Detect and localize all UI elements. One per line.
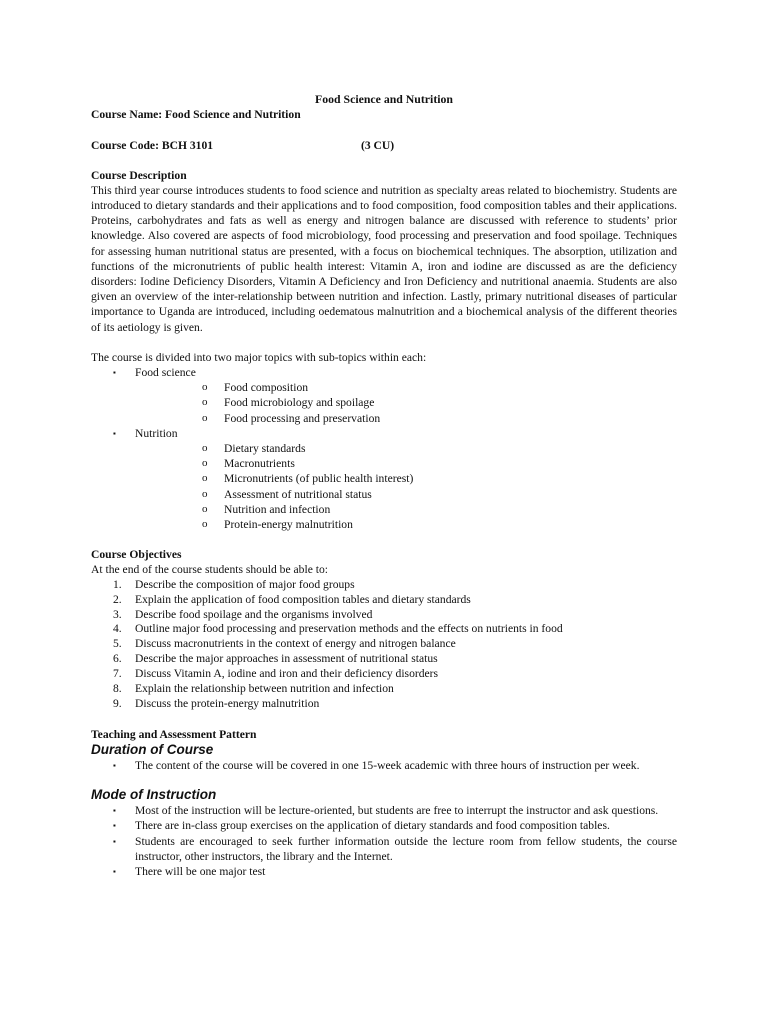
mode-item: [91, 803, 677, 818]
duration-item: [91, 758, 677, 773]
bullet-square-icon: ▪: [113, 821, 116, 831]
bullet-circle-icon: o: [202, 502, 208, 515]
subtopic-label: Food composition: [224, 381, 309, 395]
subtopic-label: Micronutrients (of public health interest): [224, 472, 414, 486]
subtopic-item: [135, 471, 677, 486]
bullet-circle-icon: o: [202, 411, 208, 424]
objective-text: Describe the major approaches in assessment of nutritional status: [135, 652, 438, 666]
objective-item: [91, 637, 677, 652]
teaching-section: [91, 727, 677, 879]
objective-text: Explain the application of food composition tables and dietary standards: [135, 592, 471, 606]
document-page: [91, 92, 677, 879]
mode-item: [91, 864, 677, 879]
bullet-circle-icon: o: [202, 381, 208, 394]
objective-text: Discuss Vitamin A, iodine and iron and their deficiency disorders: [135, 667, 439, 681]
mode-list: [91, 803, 677, 879]
course-code-row: [91, 138, 677, 153]
objective-text: Discuss the protein-energy malnutrition: [135, 696, 320, 710]
bullet-square-icon: ▪: [113, 368, 116, 378]
bullet-square-icon: ▪: [113, 428, 116, 438]
objectives-list: [91, 578, 677, 712]
credit-units: (3 CU): [361, 139, 395, 153]
subtopic-item: [135, 456, 677, 471]
objective-item: [91, 578, 677, 593]
objective-number: 9.: [113, 696, 122, 710]
objective-text: Discuss macronutrients in the context of energy and nitrogen balance: [135, 637, 456, 651]
course-objectives-section: [91, 547, 677, 712]
objective-item: [91, 667, 677, 682]
objective-item: [91, 697, 677, 712]
subtopic-item: [135, 441, 677, 456]
objective-item: [91, 682, 677, 697]
bullet-circle-icon: o: [202, 472, 208, 485]
bullet-circle-icon: o: [202, 457, 208, 470]
objective-number: 6.: [113, 652, 122, 666]
topics-list: [91, 365, 677, 532]
subtopic-item: [135, 502, 677, 517]
teaching-heading: Teaching and Assessment Pattern: [91, 727, 257, 741]
objectives-intro: At the end of the course students should be able to:: [91, 563, 328, 577]
subtopic-item: [135, 380, 677, 395]
subtopic-list: [135, 380, 677, 426]
subtopic-item: [135, 411, 677, 426]
mode-item: [91, 818, 677, 833]
subtopic-label: Food processing and preservation: [224, 411, 381, 425]
objective-number: 2.: [113, 592, 122, 606]
objective-text: Outline major food processing and preservation methods and the effects on nutrients in food: [135, 622, 563, 636]
course-code: Course Code: BCH 3101: [91, 139, 214, 153]
duration-heading: Duration of Course: [91, 742, 214, 758]
subtopic-label: Protein-energy malnutrition: [224, 518, 353, 532]
objective-number: 4.: [113, 622, 122, 636]
document-title: Food Science and Nutrition: [315, 92, 453, 106]
subtopic-label: Dietary standards: [224, 442, 306, 456]
bullet-circle-icon: o: [202, 396, 208, 409]
objective-number: 1.: [113, 577, 122, 591]
bullet-square-icon: ▪: [113, 836, 116, 846]
course-description-heading: Course Description: [91, 168, 187, 182]
subtopic-item: [135, 517, 677, 532]
mode-heading: Mode of Instruction: [91, 787, 217, 803]
objective-text: Describe food spoilage and the organisms involved: [135, 607, 373, 621]
bullet-circle-icon: o: [202, 442, 208, 455]
duration-item-text: The content of the course will be covered in one 15-week academic with three hours of instruction per week.: [135, 759, 640, 773]
mode-item-text: Most of the instruction will be lecture-oriented, but students are free to interrupt the instructor and ask questions.: [135, 804, 659, 818]
objective-item: [91, 622, 677, 637]
mode-item-text: There will be one major test: [135, 865, 266, 879]
course-name: Course Name: Food Science and Nutrition: [91, 108, 301, 122]
objective-item: [91, 608, 677, 623]
objective-number: 8.: [113, 682, 122, 696]
objective-text: Describe the composition of major food groups: [135, 577, 355, 591]
subtopic-item: [135, 395, 677, 410]
objective-item: [91, 593, 677, 608]
topic-item: [91, 365, 677, 426]
bullet-circle-icon: o: [202, 518, 208, 531]
objective-number: 7.: [113, 667, 122, 681]
course-objectives-heading: Course Objectives: [91, 548, 182, 562]
bullet-square-icon: ▪: [113, 761, 116, 771]
subtopic-label: Macronutrients: [224, 457, 295, 471]
objective-text: Explain the relationship between nutrition and infection: [135, 682, 394, 696]
bullet-circle-icon: o: [202, 487, 208, 500]
objective-number: 3.: [113, 607, 122, 621]
subtopic-list: [135, 441, 677, 532]
mode-item-text: Students are encouraged to seek further information outside the lecture room from fellow students, the course instructor, other instructors, the library and the Internet.: [135, 834, 677, 863]
topics-intro: The course is divided into two major topics with sub-topics within each:: [91, 350, 427, 364]
duration-list: [91, 758, 677, 773]
course-description-text: This third year course introduces students to food science and nutrition as specialty areas related to biochemistry. Students are introduced to dietary standards and their applications and to food composition, food composition tables and their applications. Proteins, carbohydrates and fats as well as energy and nitrogen balance are discussed with reference to students’ prior knowledge. Also covered are aspects of food microbiology, food processing and preservation and food spoilage. Techniques for assessing human nutritional status are presented, with a focus on biochemical techniques. The absorption, utilization and functions of the micronutrients of public health interest: Vitamin A, iron and iodine are discussed as are the deficiency disorders: Iodine Deficiency Disorders, Vitamin A Deficiency and Iron Deficiency and nutritional anaemia. Students are also given an overview of the inter-relationship between nutrition and infection. Lastly, primary nutritional diseases of particular importance to Uganda are introduced, including oedematous malnutrition and a biochemical analysis of the different theories of its aetiology is given.: [91, 183, 677, 334]
mode-item: [91, 834, 677, 864]
mode-item-text: There are in-class group exercises on the application of dietary standards and food composition tables.: [135, 819, 610, 833]
bullet-square-icon: ▪: [113, 867, 116, 877]
course-description-section: [91, 168, 677, 335]
topics-section: [91, 350, 677, 532]
subtopic-label: Nutrition and infection: [224, 502, 331, 516]
objective-number: 5.: [113, 637, 122, 651]
objective-item: [91, 652, 677, 667]
subtopic-label: Assessment of nutritional status: [224, 487, 372, 501]
topic-name: Food science: [135, 366, 196, 380]
bullet-square-icon: ▪: [113, 806, 116, 816]
topic-name: Nutrition: [135, 426, 178, 440]
subtopic-label: Food microbiology and spoilage: [224, 396, 375, 410]
topic-item: [91, 426, 677, 532]
subtopic-item: [135, 487, 677, 502]
